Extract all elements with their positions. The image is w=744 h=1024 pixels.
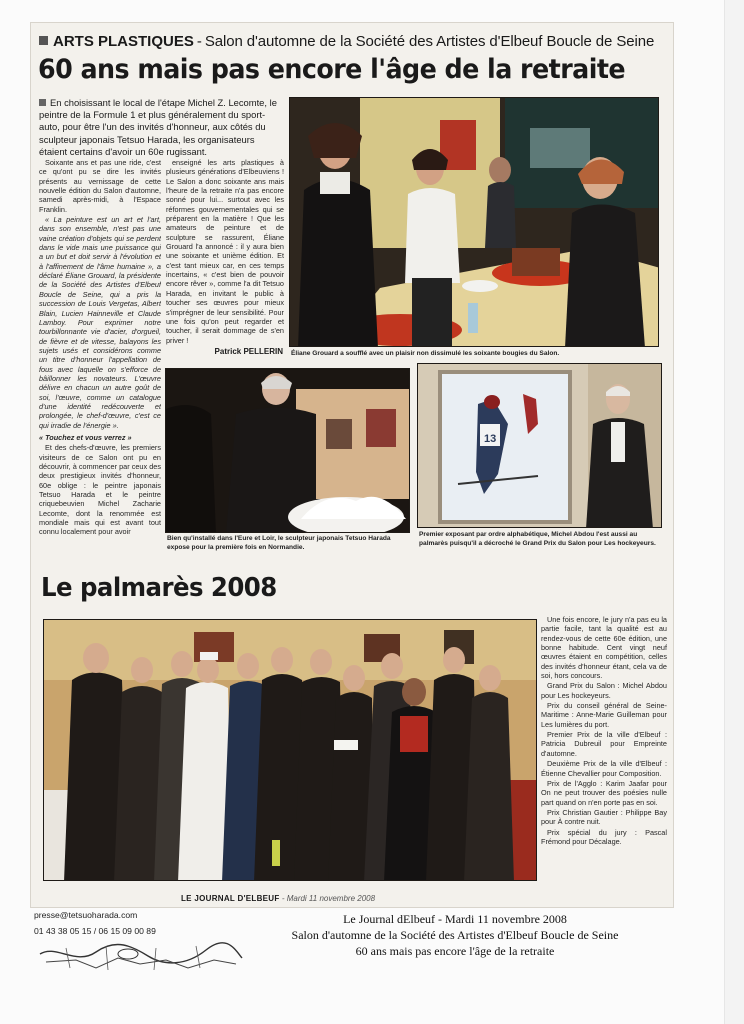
newspaper-name: LE JOURNAL D'ELBEUF	[181, 894, 280, 903]
photo-hockey-caption: Premier exposant par ordre alphabétique, Michel Abdou l'est aussi au palmarès puisqu'il a décroché le Grand Prix du Salon pour Les hockeyeurs.	[419, 531, 656, 547]
svg-text:13: 13	[484, 433, 497, 445]
page-caption-line-2: Salon d'automne de la Société des Artistes d'Elbeuf Boucle de Seine	[291, 928, 619, 942]
body-column-2	[166, 158, 284, 348]
page-edge	[724, 0, 744, 1024]
newspaper-clipping	[30, 22, 674, 908]
kicker-label: ARTS PLASTIQUES	[53, 33, 194, 50]
photo-sculptor-harada	[165, 368, 410, 533]
article-kicker	[39, 33, 669, 53]
article-headline: 60 ans mais pas encore l'âge de la retraite	[38, 54, 626, 85]
palmares-paragraph: Prix Christian Gautier : Philippe Bay pour À contre nuit.	[541, 807, 667, 827]
palmares-paragraph: Premier Prix de la ville d'Elbeuf : Patricia Dubreuil pour Empreinte d'automne.	[541, 730, 667, 758]
photo-birthday-cake-caption: Éliane Grouard a soufflé avec un plaisir non dissimulé les soixante bougies du Salon.	[291, 350, 560, 357]
palmares-paragraph: Une fois encore, le jury n'a pas eu la partie facile, tant la qualité est au rendez-vous de cette 60e édition, une bonne habitude. Cent vingt neuf œuvres étaient en compétition, celles des invités d'honneur étant, cela va de soi, hors concours.	[541, 615, 667, 681]
body-paragraph: enseigné les arts plastiques à plusieurs générations d'Elbeuviens ! Le Salon a donc soixante ans mais l'heure de la retraite n'a pas encore sonné pour lui... surtout avec les réformes gouvernementales qui se préparent en la matière ! Que les amateurs de peinture et de sculpture se rassurent, Éliane Grouard l'a annoncé : il y aura bien une soixante et unième édition. Et c'est tant mieux car, en ces temps incertains, « c'est bien de pouvoir encore rêver », comme l'a dit Tetsuo Harada, en invitant le public à toucher ses œuvres pour mieux s'imprégner de leur sensibilité. Pour une fois qu'on peut regarder et toucher, il serait dommage de s'en priver !	[166, 158, 284, 345]
newspaper-footer	[181, 894, 601, 906]
page-caption-line-1: Le Journal dElbeuf - Mardi 11 novembre 2008	[343, 912, 567, 926]
article-lead	[39, 97, 283, 155]
body-subhead: « Touchez et vous verrez »	[39, 432, 132, 442]
signature-stamp	[36, 940, 246, 976]
palmares-paragraph: Grand Prix du Salon : Michel Abdou pour Les hockeyeurs.	[541, 681, 667, 700]
lead-text: En choisissant le local de l'étape Michel Z. Lecomte, le peintre de la Formule 1 et plus généralement du sport-auto, pour être l'un des invités d'honneur, aux côtés du sculpteur japonais Tetsuo Harada, les organisateurs étaient certains d'avoir un 60e rugissant.	[39, 97, 277, 157]
palmares-paragraph: Prix du conseil général de Seine-Maritime : Anne-Marie Guilleman pour Les lumières du port.	[541, 701, 667, 729]
photo-birthday-cake-illustration	[290, 98, 659, 347]
newspaper-date: - Mardi 11 novembre 2008	[281, 894, 376, 903]
author-byline: Patrick PELLERIN	[214, 347, 283, 356]
kicker-subtitle: Salon d'automne de la Société des Artistes d'Elbeuf Boucle de Seine	[204, 33, 655, 50]
photo-sculptor-caption: Bien qu'installé dans l'Eure et Loir, le sculpteur japonais Tetsuo Harada expose pour la première fois en Normandie.	[167, 535, 391, 551]
photo-group-illustration	[44, 620, 537, 881]
body-column-1	[39, 158, 161, 558]
photo-birthday-cake	[289, 97, 659, 347]
body-paragraph: Soixante ans et pas une ride, c'est ce qu'ont pu se dire les invités présents au vernissage de cette nouvelle édition du Salon d'automne, samedi après-midi, à l'Espace Franklin.	[39, 158, 161, 214]
body-paragraph: « La peinture est un art et l'art, dans son ensemble, n'est pas une vaine création d'objets qui se perdent dans le vide mais une puissance qui a un but et doit servir à l'évolution et à l'affinement de l'âme humaine », a déclaré Éliane Grouard, la présidente de la Société des Artistes d'Elbeuf Boucle de Seine, qui a pris la succession de Louis Vergetas, Albert Blain, Lucien Hainneville et Claude Lamboy. Pour exprimer notre tourbillonnante vie d'acier, d'orgueil, de fièvre et de vitesse, balayons les sujets usés et considérons comme un titre d'honneur l'appellation de fous avec laquelle on s'efforce de bâillonner les novateurs. L'œuvre délivre en chacun un autre goût de soi, l'œuvre, comme un catalogue d'une identité redécouverte et prolongée, le chef-d'œuvre, c'est ce qui irradie de l'énergie ».	[39, 215, 161, 430]
palmares-paragraph: Deuxième Prix de la ville d'Elbeuf : Étienne Chevallier pour Composition.	[541, 759, 667, 778]
kicker-dash: -	[196, 33, 202, 50]
palmares-column	[541, 615, 667, 885]
palmares-paragraph: Prix de l'Agglo : Karim Jaafar pour On ne peut trouver des poésies nulle part quand on n'en porte pas en soi.	[541, 778, 667, 807]
lead-bullet-icon	[39, 99, 46, 106]
body-paragraph: Et des chefs-d'œuvre, les premiers visiteurs de ce Salon ont pu en découvrir, à commencer par ceux des deux prestigieux invités d'honneur, 60e oblige : le peintre japonais Tetsuo Harada et le peintre criquebeuvien Michel Zacharie Lecomte, dont la renommée est mondiale mais qui est avant tout connu localement pour avoir	[39, 443, 161, 537]
page-caption-line-3: 60 ans mais pas encore l'âge de la retraite	[355, 944, 555, 958]
photo-sculptor-illustration	[166, 369, 410, 533]
contact-email: presse@tetsuoharada.com	[34, 910, 138, 920]
bullet-square-icon	[39, 36, 48, 45]
contact-phones: 01 43 38 05 15 / 06 15 09 00 89	[34, 926, 156, 936]
palmares-paragraph: Prix spécial du jury : Pascal Frémond pour Décalage.	[541, 827, 667, 846]
palmares-heading: Le palmarès 2008	[41, 573, 277, 603]
photo-hockey-illustration	[418, 364, 662, 528]
photo-hockey-painting	[417, 363, 662, 528]
photo-group-laureates	[43, 619, 537, 881]
